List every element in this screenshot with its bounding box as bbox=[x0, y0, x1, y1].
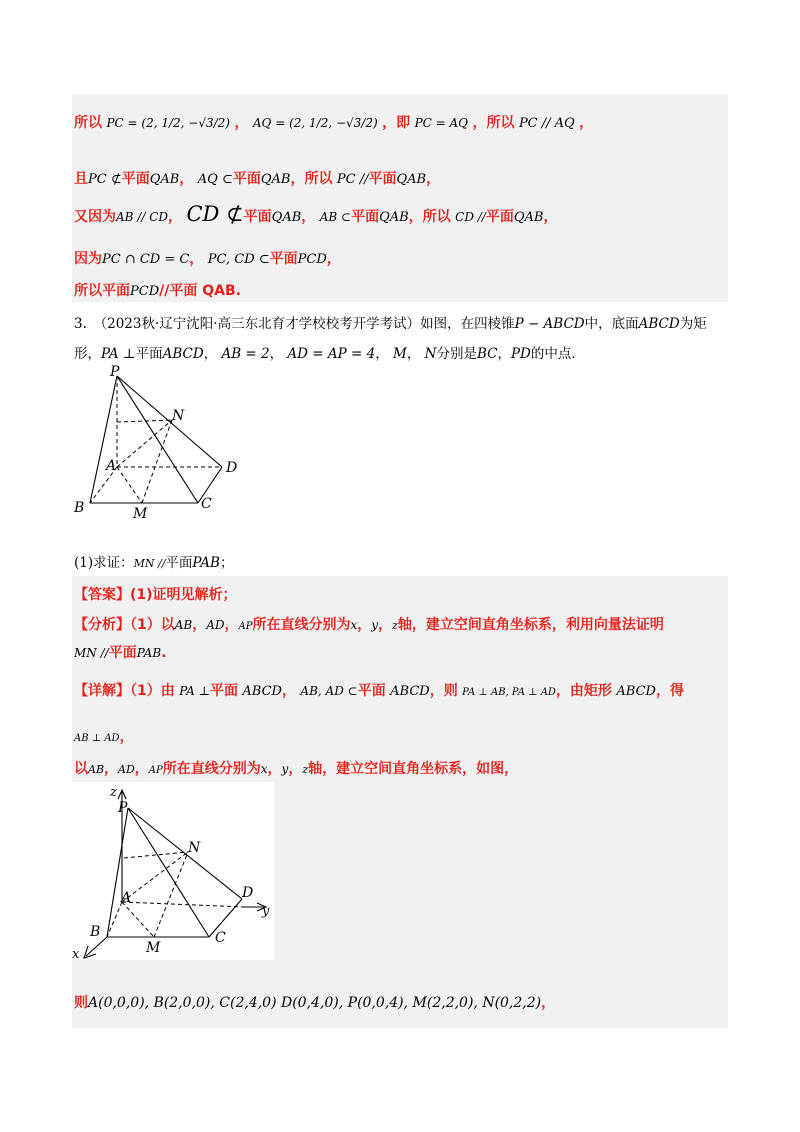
label-p: P bbox=[118, 800, 128, 816]
label-c: C bbox=[215, 930, 226, 946]
solution-line-1: 所以 PC = (2, 1/2, −√3/2) ， AQ = (2, 1/2, −√3/2) ，即 PC = AQ ，所以 PC // AQ ， bbox=[74, 115, 594, 131]
question-1: (1)求证：MN //平面PAB； bbox=[74, 555, 234, 571]
detail-line-1: 【详解】（1）由 PA ⊥平面 ABCD， AB, AD ⊂平面 ABCD，则 PA ⊥ AB, PA ⊥ AD，由矩形 ABCD，得 bbox=[74, 683, 684, 699]
solution-line-4: 因为PC ∩ CD = C， PC, CD ⊂平面PCD， bbox=[74, 251, 341, 267]
pyramid-figure-2-with-axes bbox=[72, 782, 274, 960]
label-x: x bbox=[72, 947, 80, 960]
analysis-line-1: 【分析】（1）以AB，AD，AP所在直线分别为x，y，z轴，建立空间直角坐标系，利用向量法证明 bbox=[74, 617, 664, 633]
label-b: B bbox=[74, 500, 85, 516]
pyramid-figure-1 bbox=[70, 362, 250, 522]
vector-pc: PC = (2, 1/2, −√3/2) bbox=[106, 116, 230, 130]
label-m: M bbox=[133, 506, 148, 522]
analysis-line-2: MN //平面PAB. bbox=[74, 645, 167, 661]
analysis-tag: 【分析】 bbox=[74, 617, 130, 633]
detail-tag: 【详解】 bbox=[74, 683, 130, 699]
answer-line: 【答案】(1)证明见解析； bbox=[74, 587, 237, 603]
label-d: D bbox=[226, 460, 238, 476]
vector-aq: AQ = (2, 1/2, −√3/2) bbox=[252, 116, 378, 130]
label-c: C bbox=[201, 496, 212, 512]
label-y: y bbox=[262, 904, 270, 919]
label-a: A bbox=[121, 890, 132, 906]
coordinate-setup-line: 以AB，AD，AP所在直线分别为x，y，z轴，建立空间直角坐标系，如图， bbox=[74, 761, 519, 777]
coordinates-line: 则A(0,0,0), B(2,0,0), C(2,4,0) D(0,4,0), P(0,0,4), M(2,2,0), N(0,2,2)， bbox=[74, 995, 556, 1011]
label-d: D bbox=[242, 885, 254, 901]
label-n: N bbox=[172, 408, 185, 424]
detail-line-2: AB ⊥ AD， bbox=[74, 729, 134, 745]
label-p: P bbox=[110, 364, 120, 380]
solution-line-2: 且PC ⊄平面QAB， AQ ⊂平面QAB，所以 PC //平面QAB， bbox=[74, 171, 441, 187]
label-n: N bbox=[188, 840, 201, 856]
problem-statement-line-2: 形，PA ⊥平面ABCD， AB = 2， AD = AP = 4， M， N分别是BC，PD的中点. bbox=[74, 346, 576, 362]
label-b: B bbox=[90, 924, 101, 940]
solution-line-5: 所以平面PCD//平面 QAB. bbox=[74, 283, 241, 299]
problem-statement-line-1: 3. （2023秋·辽宁沈阳·高三东北育才学校校考开学考试）如图，在四棱锥P − ABCD中，底面ABCD为矩 bbox=[74, 316, 707, 332]
solution-line-3: 又因为AB // CD， CD ⊄平面QAB， AB ⊂平面QAB，所以 CD //平面QAB， bbox=[74, 202, 558, 226]
label-a: A bbox=[106, 458, 117, 474]
answer-tag: 【答案】 bbox=[74, 587, 130, 603]
label-z: z bbox=[110, 785, 117, 800]
label-m: M bbox=[146, 940, 161, 956]
